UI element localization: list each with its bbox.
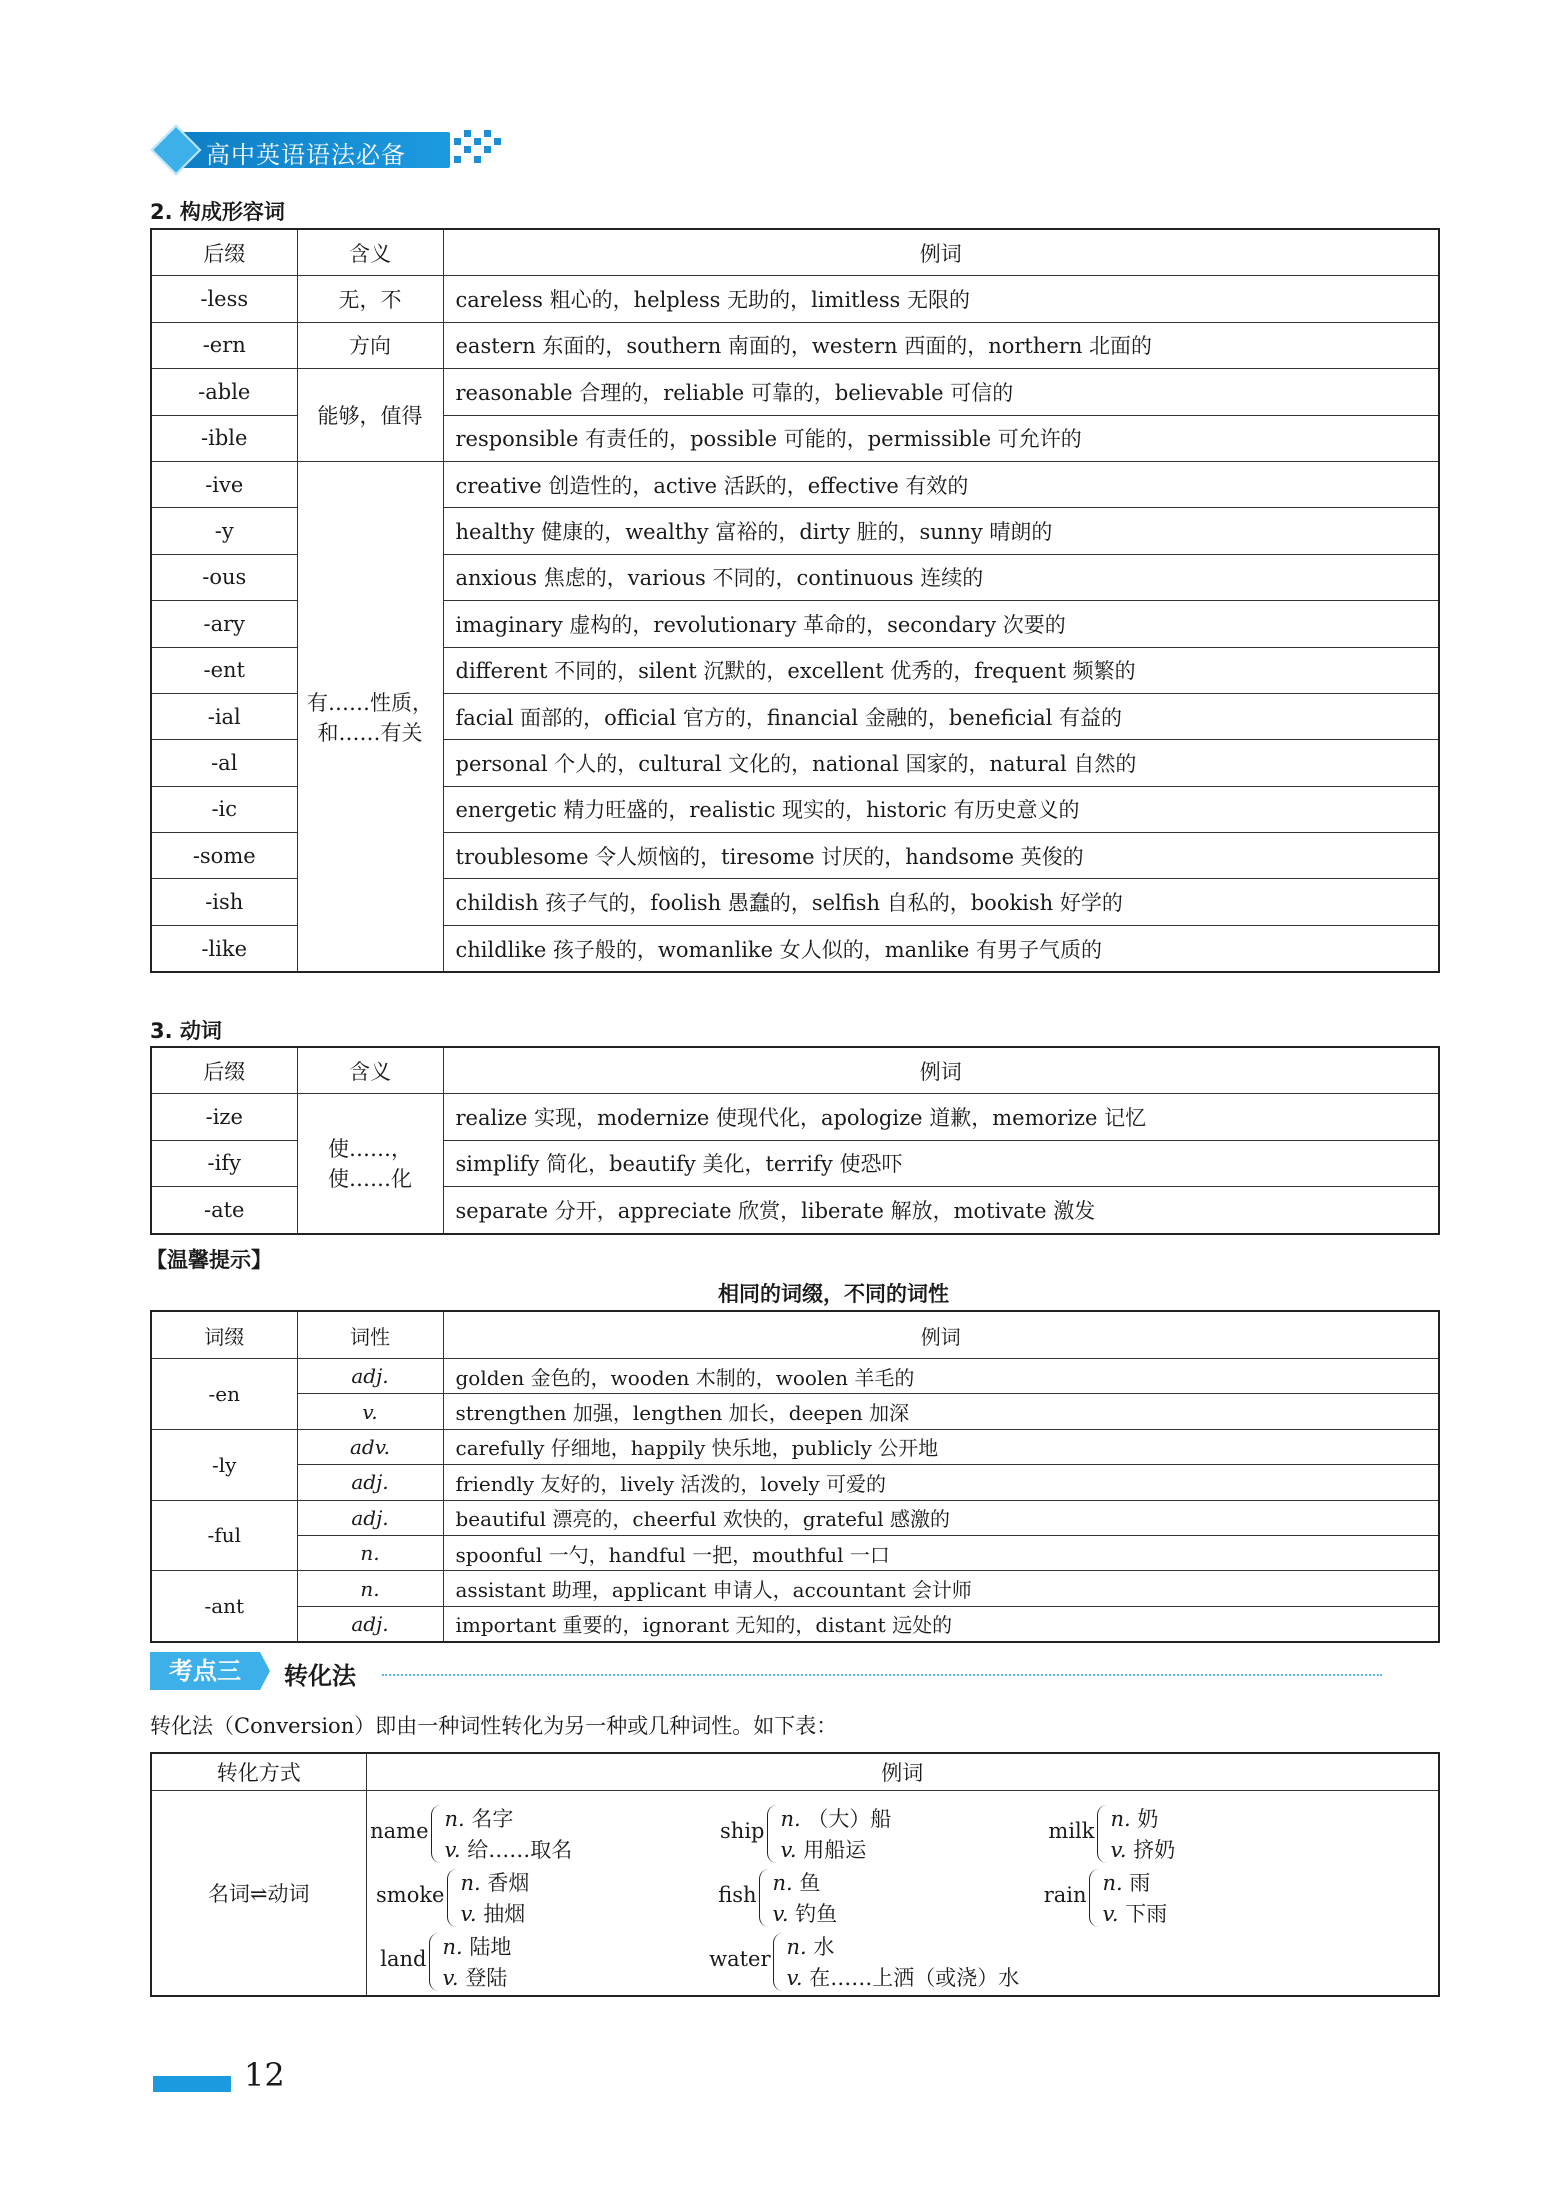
verb-sense: v. 挤奶 xyxy=(1110,1838,1176,1862)
suffix-cell: -able xyxy=(151,369,297,415)
suffix-cell: -y xyxy=(151,508,297,554)
noun-sense: n. 名字 xyxy=(444,1807,514,1831)
examples-cell: beautiful 漂亮的，cheerful 欢快的，grateful 感激的 xyxy=(443,1500,1439,1535)
pos-cell: v. xyxy=(297,1394,443,1429)
meaning-line: 和……有关 xyxy=(317,720,423,745)
section-title-adjective: 2. 构成形容词 xyxy=(150,200,285,224)
pos-cell: n. xyxy=(297,1535,443,1570)
keypoint-intro: 转化法（Conversion）即由一种词性转化为另一种或几种词性。如下表： xyxy=(150,1714,838,1738)
noun-sense: n. 奶 xyxy=(1110,1807,1159,1831)
pos-cell: adj. xyxy=(297,1606,443,1642)
suffix-cell: -less xyxy=(151,276,297,322)
examples-cell: realize 实现，modernize 使现代化，apologize 道歉，memorize 记忆 xyxy=(443,1094,1439,1140)
examples-cell: different 不同的，silent 沉默的，excellent 优秀的，frequent 频繁的 xyxy=(443,647,1439,693)
examples-cell: friendly 友好的，lively 活泼的，lovely 可爱的 xyxy=(443,1465,1439,1500)
examples-cell: responsible 有责任的，possible 可能的，permissible 可允许的 xyxy=(443,415,1439,461)
table-row xyxy=(151,1359,1439,1394)
header-method: 转化方式 xyxy=(151,1753,366,1791)
examples-cell: spoonful 一勺，handful 一把，mouthful 一口 xyxy=(443,1535,1439,1570)
header-examples: 例词 xyxy=(443,1047,1439,1094)
examples-cell: facial 面部的，official 官方的，financial 金融的，beneficial 有益的 xyxy=(443,693,1439,739)
verb-suffix-table xyxy=(150,1046,1440,1235)
header-examples: 例词 xyxy=(366,1753,1439,1791)
pos-cell: adj. xyxy=(297,1500,443,1535)
affix-cell: -ly xyxy=(151,1429,297,1500)
suffix-cell: -ive xyxy=(151,461,297,507)
brace-icon xyxy=(447,1869,458,1927)
table-row xyxy=(151,369,1439,415)
table-row xyxy=(151,461,1439,507)
examples-cell: troublesome 令人烦恼的，tiresome 讨厌的，handsome 英俊的 xyxy=(443,833,1439,879)
examples-cell: childish 孩子气的，foolish 愚蠢的，selfish 自私的，bookish 好学的 xyxy=(443,879,1439,925)
table-header-row xyxy=(151,1047,1439,1094)
suffix-cell: -al xyxy=(151,740,297,786)
brace-icon xyxy=(431,1805,442,1863)
keypoint-tag: 考点三 xyxy=(150,1652,260,1690)
verb-sense: v. 下雨 xyxy=(1102,1902,1168,1926)
table-row xyxy=(151,1429,1439,1464)
examples-cell: golden 金色的，wooden 木制的，woolen 羊毛的 xyxy=(443,1359,1439,1394)
brace-icon xyxy=(1097,1805,1108,1863)
header-examples: 例词 xyxy=(443,229,1439,276)
tip-title: 【温馨提示】 xyxy=(146,1248,272,1272)
table-row xyxy=(151,1535,1439,1570)
noun-sense: n. （大）船 xyxy=(780,1807,892,1831)
conversion-word: milk xyxy=(1048,1819,1095,1843)
meaning-line: 使……， xyxy=(328,1137,412,1162)
meaning-cell: 方向 xyxy=(297,322,443,368)
table-row xyxy=(151,1094,1439,1140)
noun-sense: n. 水 xyxy=(786,1935,835,1959)
conversion-word: rain xyxy=(1043,1883,1087,1907)
conversion-word: fish xyxy=(718,1883,757,1907)
noun-sense: n. 鱼 xyxy=(772,1871,821,1895)
suffix-cell: -ate xyxy=(151,1187,297,1234)
suffix-cell: -ary xyxy=(151,601,297,647)
brace-icon xyxy=(429,1933,440,1991)
conversion-word: smoke xyxy=(376,1883,445,1907)
table-row xyxy=(151,322,1439,368)
table-header-row xyxy=(151,1311,1439,1359)
noun-sense: n. 陆地 xyxy=(442,1935,512,1959)
examples-cell: careless 粗心的，helpless 无助的，limitless 无限的 xyxy=(443,276,1439,322)
affix-cell: -ful xyxy=(151,1500,297,1571)
suffix-cell: -ern xyxy=(151,322,297,368)
examples-cell: healthy 健康的，wealthy 富裕的，dirty 脏的，sunny 晴朗的 xyxy=(443,508,1439,554)
meaning-line: 有……性质， xyxy=(307,690,433,715)
examples-cell: eastern 东面的，southern 南面的，western 西面的，northern 北面的 xyxy=(443,322,1439,368)
dotted-divider xyxy=(382,1674,1382,1676)
brace-icon xyxy=(767,1805,778,1863)
pos-cell: adj. xyxy=(297,1465,443,1500)
meaning-cell xyxy=(297,1094,443,1234)
conversion-table xyxy=(150,1752,1440,1997)
examples-cell: personal 个人的，cultural 文化的，national 国家的，natural 自然的 xyxy=(443,740,1439,786)
suffix-cell: -ish xyxy=(151,879,297,925)
table-row xyxy=(151,1606,1439,1642)
examples-cell: anxious 焦虑的，various 不同的，continuous 连续的 xyxy=(443,554,1439,600)
examples-cell: childlike 孩子般的，womanlike 女人似的，manlike 有男子气质的 xyxy=(443,925,1439,972)
verb-sense: v. 钓鱼 xyxy=(772,1902,838,1926)
tip-subtitle: 相同的词缀，不同的词性 xyxy=(718,1282,949,1306)
examples-cell: carefully 仔细地，happily 快乐地，publicly 公开地 xyxy=(443,1429,1439,1464)
table-row xyxy=(151,1571,1439,1606)
noun-sense: n. 雨 xyxy=(1102,1871,1151,1895)
table-row xyxy=(151,1500,1439,1535)
suffix-cell: -ous xyxy=(151,554,297,600)
pixel-dots-icon xyxy=(450,130,510,170)
noun-sense: n. 香烟 xyxy=(460,1871,530,1895)
conversion-examples-cell xyxy=(366,1791,1439,1997)
brace-icon xyxy=(1089,1869,1100,1927)
brace-icon xyxy=(773,1933,784,1991)
method-cell: 名词⇌动词 xyxy=(151,1791,366,1997)
meaning-cell xyxy=(297,461,443,972)
table-row xyxy=(151,1394,1439,1429)
conversion-word: name xyxy=(370,1819,429,1843)
header-meaning: 含义 xyxy=(297,229,443,276)
verb-sense: v. 用船运 xyxy=(780,1838,867,1862)
examples-cell: reasonable 合理的，reliable 可靠的，believable 可信的 xyxy=(443,369,1439,415)
affix-cell: -ant xyxy=(151,1571,297,1642)
header-affix: 词缀 xyxy=(151,1311,297,1359)
table-row xyxy=(151,1791,1439,1997)
conversion-word: ship xyxy=(720,1819,765,1843)
affix-cell: -en xyxy=(151,1359,297,1430)
suffix-cell: -like xyxy=(151,925,297,972)
examples-cell: separate 分开，appreciate 欣赏，liberate 解放，motivate 激发 xyxy=(443,1187,1439,1234)
meaning-cell: 能够，值得 xyxy=(297,369,443,462)
table-row xyxy=(151,1465,1439,1500)
examples-cell: imaginary 虚构的，revolutionary 革命的，secondary 次要的 xyxy=(443,601,1439,647)
header-suffix: 后缀 xyxy=(151,1047,297,1094)
examples-cell: strengthen 加强，lengthen 加长，deepen 加深 xyxy=(443,1394,1439,1429)
page-number-bar xyxy=(153,2076,231,2092)
pos-cell: adv. xyxy=(297,1429,443,1464)
suffix-cell: -some xyxy=(151,833,297,879)
header-pos: 词性 xyxy=(297,1311,443,1359)
examples-cell: important 重要的，ignorant 无知的，distant 远处的 xyxy=(443,1606,1439,1642)
header-suffix: 后缀 xyxy=(151,229,297,276)
suffix-cell: -ible xyxy=(151,415,297,461)
header-banner xyxy=(150,126,510,174)
suffix-cell: -ic xyxy=(151,786,297,832)
adjective-suffix-table xyxy=(150,228,1440,973)
meaning-line: 使……化 xyxy=(328,1167,412,1192)
keypoint-name: 转化法 xyxy=(284,1662,356,1690)
examples-cell: assistant 助理，applicant 申请人，accountant 会计师 xyxy=(443,1571,1439,1606)
section-title-verb: 3. 动词 xyxy=(150,1019,222,1043)
conversion-word: land xyxy=(380,1947,427,1971)
conversion-word: water xyxy=(709,1947,771,1971)
suffix-cell: -ize xyxy=(151,1094,297,1140)
brace-icon xyxy=(759,1869,770,1927)
verb-sense: v. 抽烟 xyxy=(460,1902,526,1926)
table-header-row xyxy=(151,229,1439,276)
pos-cell: adj. xyxy=(297,1359,443,1394)
suffix-cell: -ent xyxy=(151,647,297,693)
examples-cell: energetic 精力旺盛的，realistic 现实的，historic 有历史意义的 xyxy=(443,786,1439,832)
examples-cell: creative 创造性的，active 活跃的，effective 有效的 xyxy=(443,461,1439,507)
affix-pos-table xyxy=(150,1310,1440,1643)
suffix-cell: -ify xyxy=(151,1140,297,1186)
pos-cell: n. xyxy=(297,1571,443,1606)
header-examples: 例词 xyxy=(443,1311,1439,1359)
table-header-row xyxy=(151,1753,1439,1791)
suffix-cell: -ial xyxy=(151,693,297,739)
meaning-cell: 无，不 xyxy=(297,276,443,322)
book-title: 高中英语语法必备 xyxy=(206,141,406,169)
examples-cell: simplify 简化，beautify 美化，terrify 使恐吓 xyxy=(443,1140,1439,1186)
verb-sense: v. 登陆 xyxy=(442,1966,508,1990)
page-number: 12 xyxy=(244,2056,285,2094)
table-row xyxy=(151,276,1439,322)
header-meaning: 含义 xyxy=(297,1047,443,1094)
verb-sense: v. 在……上洒（或浇）水 xyxy=(786,1966,1020,1990)
verb-sense: v. 给……取名 xyxy=(444,1838,573,1862)
